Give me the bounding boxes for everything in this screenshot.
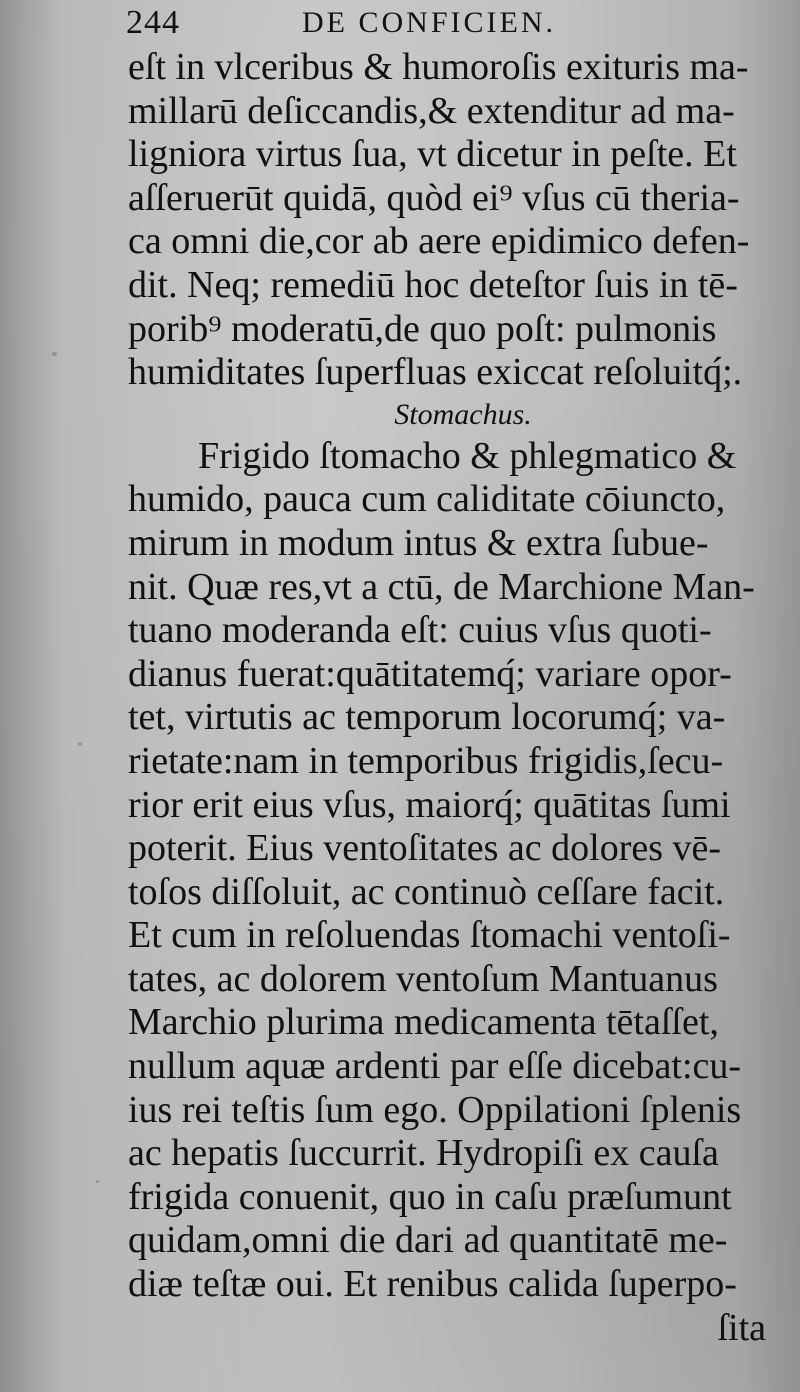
text-line: quidam,omni die dari ad quantitatē me- bbox=[128, 1219, 728, 1262]
text-line: tet, virtutis ac temporum locorumq́; va- bbox=[128, 696, 726, 739]
paper-speck bbox=[78, 742, 82, 746]
text-line: millarū deſiccandis,& extenditur ad ma- bbox=[128, 89, 735, 132]
text-line: porib⁹ moderatū,de quo poſt: pulmonis bbox=[128, 307, 717, 350]
text-line: Et cum in reſoluendas ſtomachi ventoſi- bbox=[128, 914, 731, 957]
text-line: Marchio plurima medicamenta tētaſſet, bbox=[128, 1001, 719, 1044]
section-heading: Stomachus. bbox=[394, 397, 532, 431]
catchword: ſita bbox=[717, 1306, 766, 1349]
text-line: eſt in vlceribus & humoroſis exituris ma- bbox=[128, 46, 749, 88]
text-line: humido, pauca cum caliditate cōiuncto, bbox=[128, 478, 726, 521]
text-line: rior erit eius vſus, maiorq́; quātitas ſumi bbox=[128, 783, 731, 826]
page-header bbox=[126, 0, 766, 44]
paper-speck bbox=[96, 1180, 99, 1183]
text-line: ligniora virtus ſua, vt dicetur in peſte. Et bbox=[128, 133, 737, 176]
text-line: toſos diſſoluit, ac continuò ceſſare facit. bbox=[128, 870, 725, 913]
text-line: dit. Neq; remediū hoc deteſtor ſuis in tē- bbox=[128, 263, 738, 306]
text-line: humiditates ſuperfluas exiccat reſoluitq́;. bbox=[128, 351, 743, 394]
text-line: dianus fuerat:quātitatemq́; variare opor- bbox=[128, 652, 732, 695]
text-line: frigida conuenit, quo in caſu præſumunt bbox=[128, 1175, 732, 1218]
text-line: aſſeruerūt quidā, quòd ei⁹ vſus cū theria- bbox=[128, 176, 740, 219]
text-line: mirum in modum intus & extra ſubue- bbox=[128, 521, 709, 564]
paper-speck bbox=[52, 352, 57, 356]
text-line: Frigido ſtomacho & phlegmatico & bbox=[198, 434, 737, 477]
text-line: tates, ac dolorem ventoſum Mantuanus bbox=[128, 957, 718, 1000]
text-line: nit. Quæ res,vt a ctū, de Marchione Man- bbox=[128, 565, 755, 608]
text-line: nullum aquæ ardenti par eſſe dicebat:cu- bbox=[128, 1045, 742, 1088]
body-text bbox=[128, 46, 768, 1350]
text-line: tuano moderanda eſt: cuius vſus quoti- bbox=[128, 609, 712, 652]
text-line: diæ teſtæ oui. Et renibus calida ſuperpo- bbox=[128, 1263, 737, 1306]
text-line: rietate:nam in temporibus frigidis,ſecu- bbox=[128, 739, 724, 782]
text-line: ca omni die,cor ab aere epidimico defen- bbox=[128, 220, 750, 263]
text-line: ac hepatis ſuccurrit. Hydropiſi ex cauſa bbox=[128, 1132, 719, 1175]
page-number: 244 bbox=[126, 4, 180, 41]
running-head: DE CONFICIEN. bbox=[302, 6, 556, 39]
text-line: ius rei teſtis ſum ego. Oppilationi ſplenis bbox=[128, 1088, 742, 1131]
text-line: poterit. Eius ventoſitates ac dolores vē- bbox=[128, 827, 722, 870]
